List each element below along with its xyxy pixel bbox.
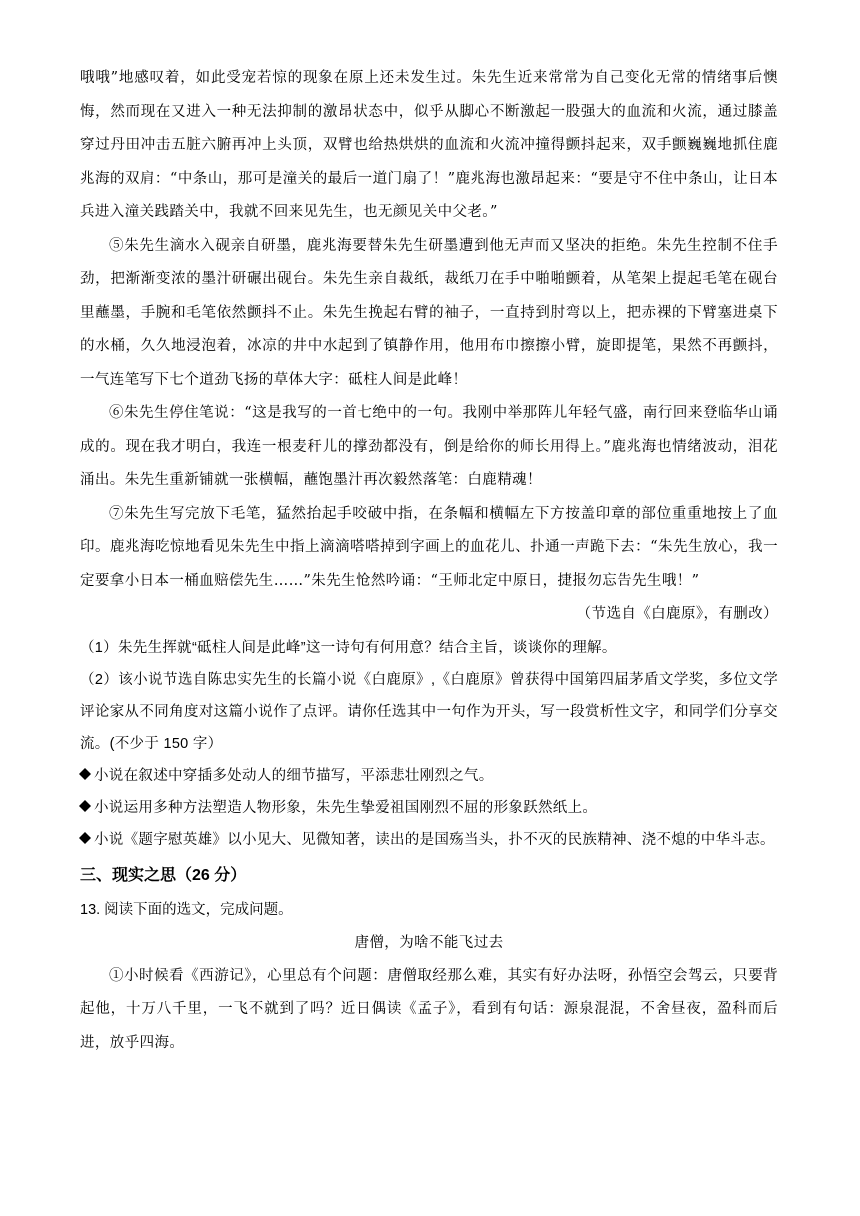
comment-bullet-2: [80, 792, 778, 824]
diamond-bullet-icon: [79, 767, 91, 779]
comment-text-1: 小说在叙述中穿插多处动人的细节描写，平添悲壮刚烈之气。: [94, 767, 494, 784]
article-paragraph-1: ①小时候看《西游记》，心里总有个问题：唐僧取经那么难，其实有好办法呀，孙悟空会驾云，只要背起他，十万八千里，一飞不就到了吗？近日偶读《孟子》，看到有句话：源泉混混，不舍昼夜，盈科而后进，放乎四海。: [80, 967, 778, 1051]
story-paragraph-6: ⑥朱先生停住笔说：“这是我写的一首七绝中的一句。我刚中举那阵儿年轻气盛，南行回来登临华山诵成的。现在我才明白，我连一根麦秆儿的撑劲都没有，倒是给你的师长用得上。”鹿兆海也情绪波动，泪花涌出。朱先生重新铺就一张横幅，蘸饱墨汁再次毅然落笔：白鹿精魂！: [80, 405, 778, 488]
comment-bullet-3: [80, 824, 778, 856]
section-heading: 三、现实之思（26 分）: [80, 866, 247, 884]
story-paragraph-7: ⑦朱先生写完放下毛笔，猛然抬起手咬破中指，在条幅和横幅左下方按盖印章的部位重重地按上了血印。鹿兆海吃惊地看见朱先生中指上滴滴嗒嗒掉到字画上的血花儿、扑通一声跪下去：“朱先生放心，我一定要拿小日本一桶血赔偿先生……”朱先生怆然吟诵：“王师北定中原日，捷报勿忘告先生哦！”: [80, 505, 778, 589]
comment-bullet-1: [80, 760, 778, 792]
story-source: （节选自《白鹿原》，有删改）: [576, 606, 778, 622]
story-paragraph-continuation: 哦哦”地感叹着，如此受宠若惊的现象在原上还未发生过。朱先生近来常常为自己变化无常的情绪事后懊悔，然而现在又进入一种无法抑制的激昂状态中，似乎从脚心不断激起一股强大的血流和火流，通过膝盖穿过丹田冲击五脏六腑再冲上头顶，双臂也给热烘烘的血流和火流冲撞得颤抖起来，双手颤巍巍地抓住鹿兆海的双肩：“中条山，那可是潼关的最后一道门扇了！”鹿兆海也激昂起来：“要是守不住中条山，让日本兵进入潼关践踏关中，我就不回来见先生，也无颜见关中父老。”: [80, 70, 778, 220]
question-2: （2）该小说节选自陈忠实先生的长篇小说《白鹿原》,《白鹿原》曾获得中国第四届茅盾文学奖，多位文学评论家从不同角度对这篇小说作了点评。请你任选其中一句作为开头，写一段赏析性文字，和同学们分享交流。(不少于 150 字）: [80, 671, 778, 752]
diamond-bullet-icon: [79, 831, 91, 843]
question-13: 13. 阅读下面的选文，完成问题。: [80, 901, 293, 918]
story-paragraph-5: ⑤朱先生滴水入砚亲自研墨，鹿兆海要替朱先生研墨遭到他无声而又坚决的拒绝。朱先生控制不住手劲，把渐渐变浓的墨汁研碾出砚台。朱先生亲自裁纸，裁纸刀在手中啪啪颤着，从笔架上提起毛笔在砚台里蘸墨，手腕和毛笔依然颤抖不止。朱先生挽起右臂的袖子，一直持到肘弯以上，把赤裸的下臂塞进桌下的水桶，久久地浸泡着，冰凉的井中水起到了镇静作用，他用布巾擦擦小臂，旋即提笔，果然不再颤抖，一气连笔写下七个道劲飞扬的草体大字：砥柱人间是此峰！: [80, 237, 778, 388]
question-1: （1）朱先生挥就“砥柱人间是此峰”这一诗句有何用意？结合主旨，谈谈你的理解。: [80, 639, 617, 656]
exam-page: [80, 62, 778, 1060]
comment-text-2: 小说运用多种方法塑造人物形象，朱先生挚爱祖国刚烈不屈的形象跃然纸上。: [94, 799, 598, 816]
comment-text-3: 小说《题字慰英雄》以小见大、见微知著，读出的是国殇当头，扑不灭的民族精神、浇不熄的中华斗志。: [94, 831, 775, 848]
diamond-bullet-icon: [79, 799, 91, 811]
article-title: 唐僧，为啥不能飞过去: [354, 934, 504, 951]
